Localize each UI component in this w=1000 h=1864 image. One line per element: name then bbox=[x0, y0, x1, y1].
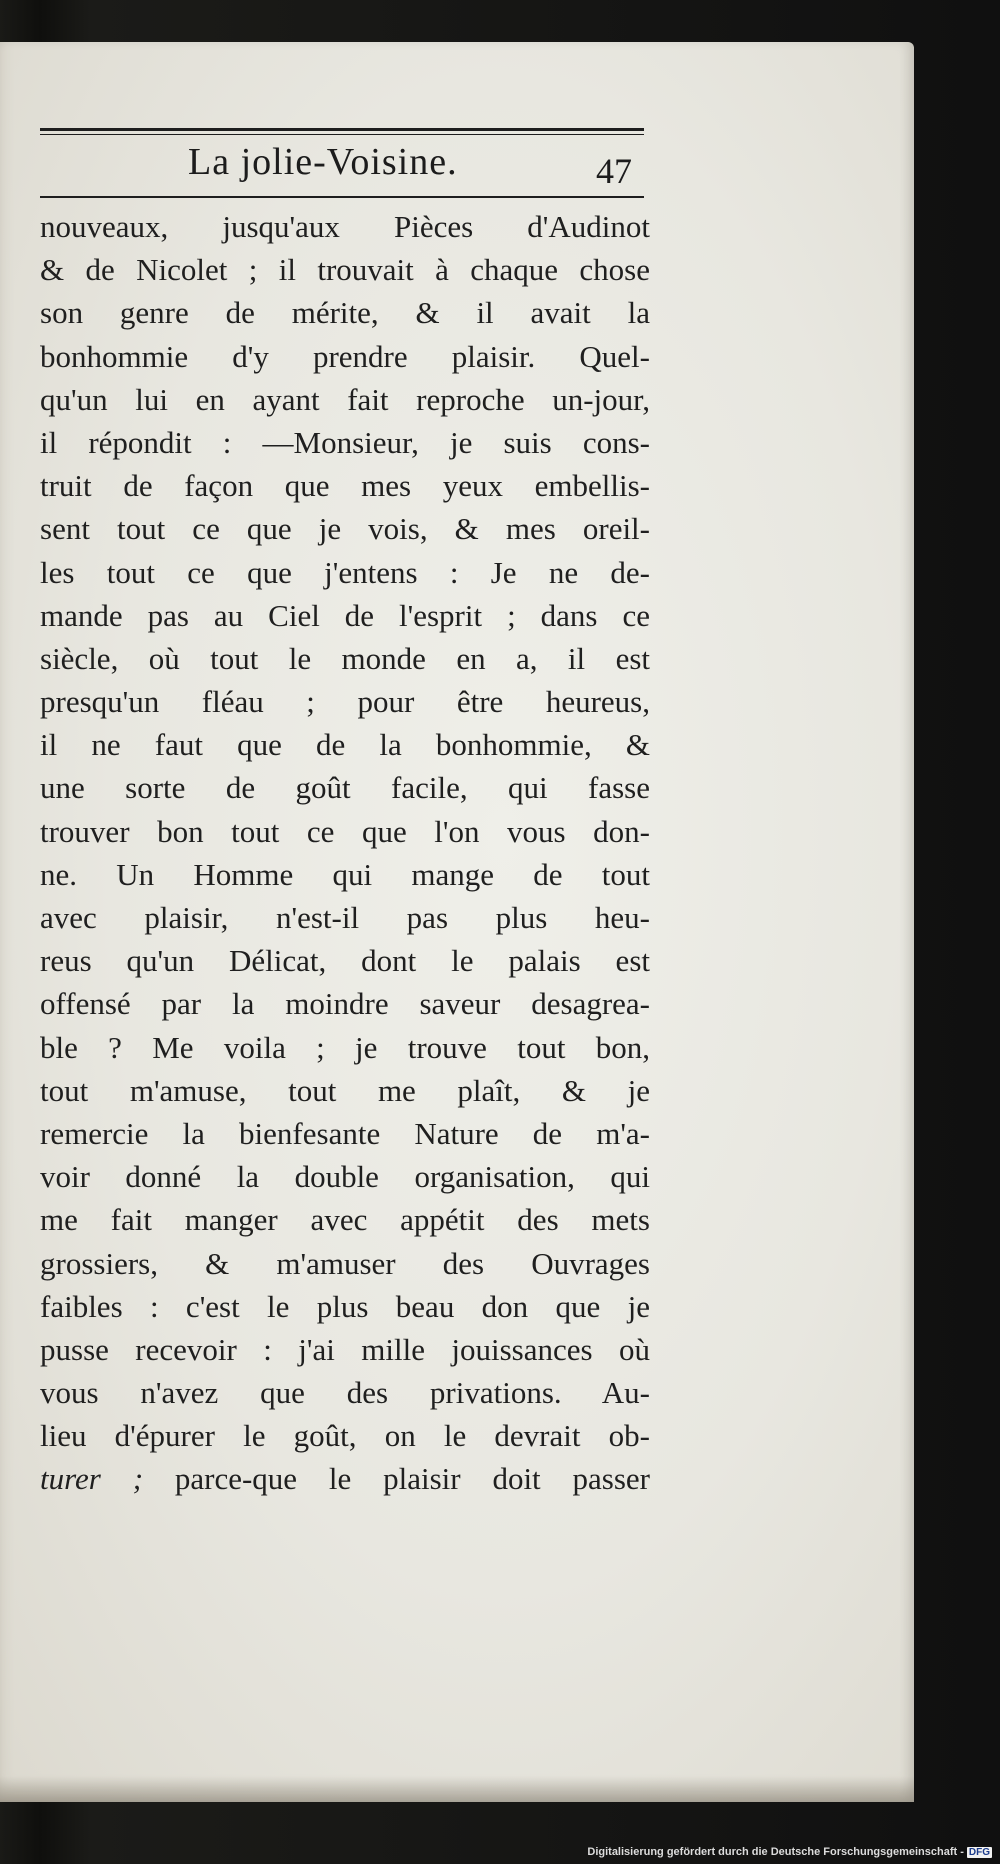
text-line: vous n'avez que des privations. Au- bbox=[40, 1375, 650, 1411]
header-rule-top bbox=[40, 128, 644, 131]
text-line: il ne faut que de la bonhommie, & bbox=[40, 727, 650, 763]
text-line: une sorte de goût facile, qui fasse bbox=[40, 770, 650, 806]
text-line: tout m'amuse, tout me plaît, & je bbox=[40, 1072, 650, 1108]
text-line: presqu'un fléau ; pour être heureus, bbox=[40, 684, 650, 720]
dfg-logo: DFG bbox=[968, 1847, 990, 1858]
text-line: mande pas au Ciel de l'esprit ; dans ce bbox=[40, 597, 650, 633]
text-line: bonhommie d'y prendre plaisir. Quel- bbox=[40, 338, 650, 374]
text-line: avec plaisir, n'est-il pas plus heu- bbox=[40, 900, 650, 935]
text-line: qu'un lui en ayant fait reproche un-jour, bbox=[40, 381, 650, 417]
page-bottom-edge bbox=[0, 1776, 914, 1802]
text-line: nouveaux, jusqu'aux Pièces d'Audinot bbox=[40, 209, 650, 244]
italic-word: turer ; bbox=[40, 1461, 144, 1497]
text-line: trouver bon tout ce que l'on vous don- bbox=[40, 813, 650, 849]
text-line-last bbox=[40, 1457, 650, 1500]
text-line: me fait manger avec appétit des mets bbox=[40, 1202, 650, 1238]
running-title: La jolie-Voisine. bbox=[188, 141, 458, 183]
text-line: les tout ce que j'entens : Je ne de- bbox=[40, 554, 650, 590]
digitization-credit bbox=[587, 1846, 992, 1858]
text-line: pusse recevoir : j'ai mille jouissances où bbox=[40, 1331, 650, 1367]
text-line: truit de façon que mes yeux embellis- bbox=[40, 468, 650, 504]
text-line: & de Nicolet ; il trouvait à chaque chose bbox=[40, 252, 650, 288]
credit-text: Digitalisierung gefördert durch die Deutsche Forschungsgemeinschaft - bbox=[587, 1846, 964, 1858]
text-line: il répondit : —Monsieur, je suis cons- bbox=[40, 424, 650, 460]
text-line: ne. Un Homme qui mange de tout bbox=[40, 856, 650, 892]
text-line: grossiers, & m'amuser des Ouvrages bbox=[40, 1245, 650, 1281]
text-line: siècle, où tout le monde en a, il est bbox=[40, 640, 650, 676]
text-line: sent tout ce que je vois, & mes oreil- bbox=[40, 511, 650, 547]
body-text bbox=[40, 205, 650, 1501]
text-line: remercie la bienfesante Nature de m'a- bbox=[40, 1115, 650, 1151]
text-line: faibles : c'est le plus beau don que je bbox=[40, 1288, 650, 1324]
line-continuation: parce-que le plaisir doit passer bbox=[143, 1461, 650, 1497]
page-number: 47 bbox=[596, 151, 632, 191]
text-line: lieu d'épurer le goût, on le devrait ob- bbox=[40, 1418, 650, 1454]
text-line: voir donné la double organisation, qui bbox=[40, 1159, 650, 1195]
header-rule-bottom bbox=[40, 196, 644, 198]
text-line: offensé par la moindre saveur desagrea- bbox=[40, 986, 650, 1022]
header-rule-top-thin bbox=[40, 134, 644, 135]
text-line: son genre de mérite, & il avait la bbox=[40, 295, 650, 331]
text-line: ble ? Me voila ; je trouve tout bon, bbox=[40, 1029, 650, 1065]
text-line: reus qu'un Délicat, dont le palais est bbox=[40, 943, 650, 979]
